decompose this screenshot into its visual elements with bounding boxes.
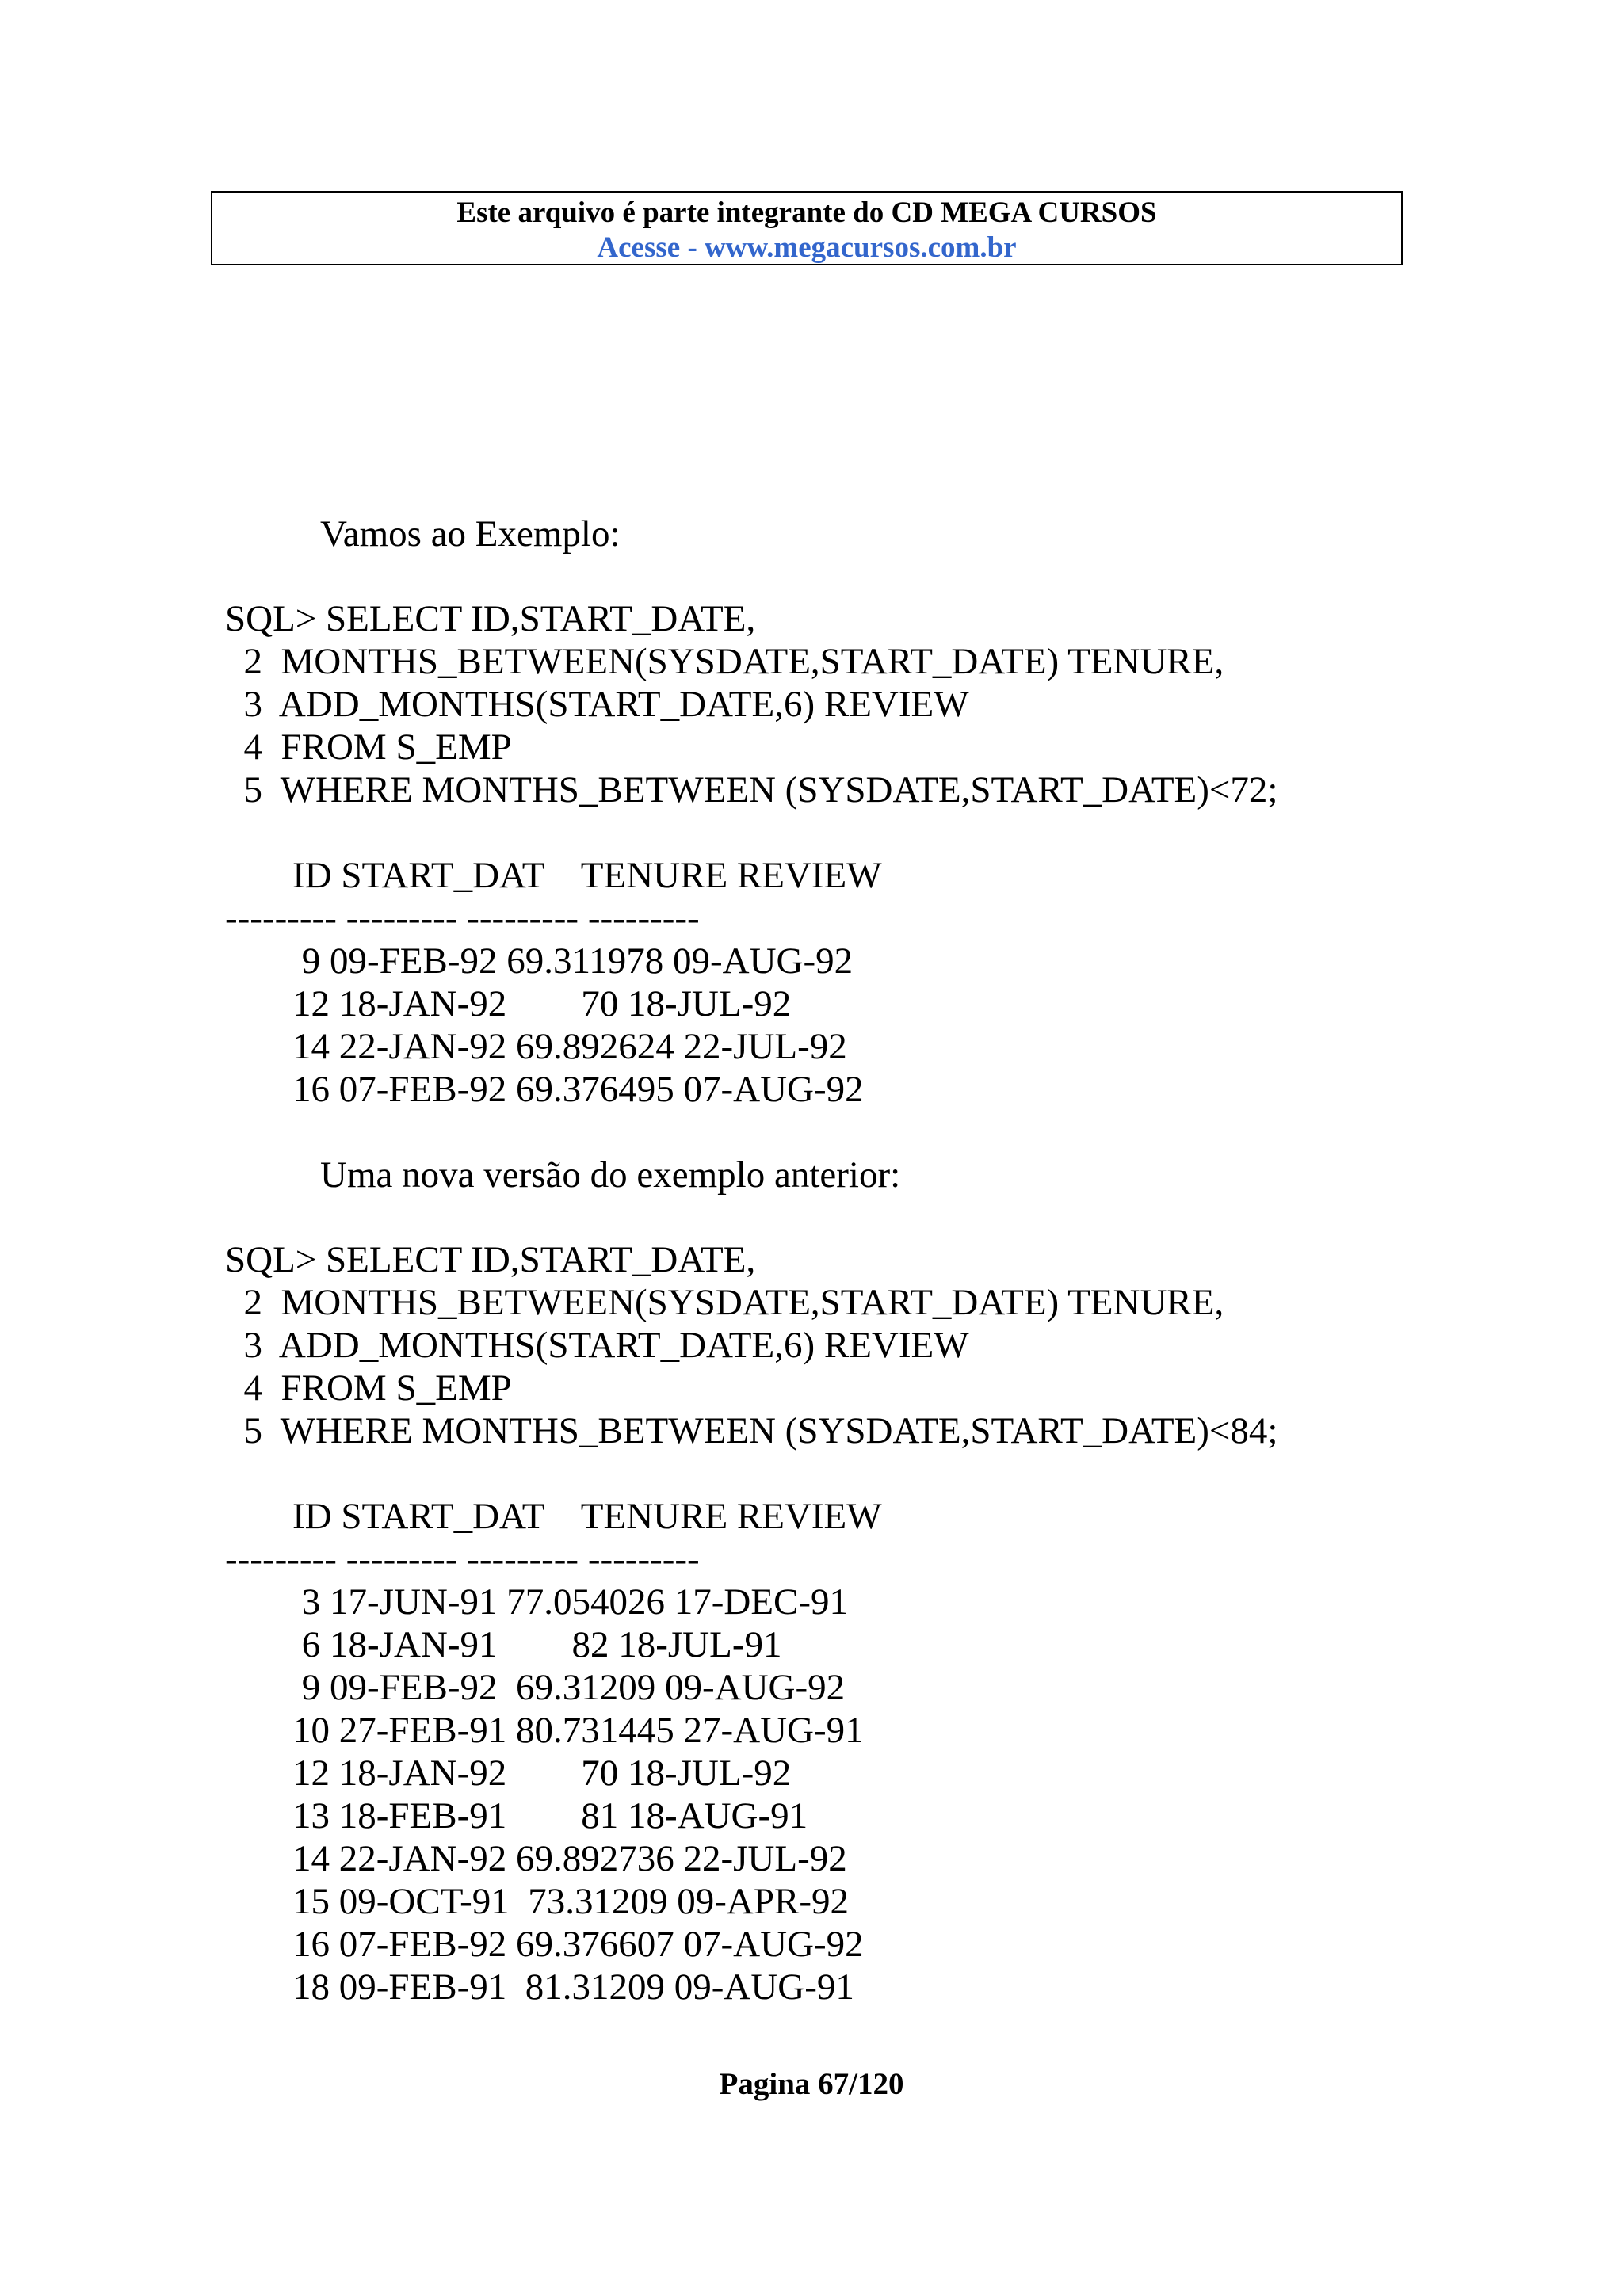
example2-separator: --------- --------- --------- ---------: [225, 1539, 700, 1580]
example2-sql-line: 4 FROM S_EMP: [225, 1367, 512, 1409]
example2-result-row: 12 18-JAN-92 70 18-JUL-92: [292, 1753, 792, 1794]
example1-sql-line: 3 ADD_MONTHS(START_DATE,6) REVIEW: [225, 684, 969, 725]
example2-result-row: 15 09-OCT-91 73.31209 09-APR-92: [292, 1881, 849, 1922]
page-number: Pagina 67/120: [719, 2067, 904, 2101]
example1-result-row: 12 18-JAN-92 70 18-JUL-92: [292, 983, 792, 1024]
example1-sql-line: 4 FROM S_EMP: [225, 727, 512, 768]
example2-sql-line: 3 ADD_MONTHS(START_DATE,6) REVIEW: [225, 1325, 969, 1366]
example2-sql-line: 2 MONTHS_BETWEEN(SYSDATE,START_DATE) TENURE,: [225, 1282, 1224, 1323]
example1-result-row: 14 22-JAN-92 69.892624 22-JUL-92: [292, 1026, 847, 1067]
header-banner: [211, 191, 1403, 265]
example1-sql-line: SQL> SELECT ID,START_DATE,: [225, 598, 756, 639]
example2-result-row: 9 09-FEB-92 69.31209 09-AUG-92: [292, 1667, 846, 1708]
example1-sql-line: 2 MONTHS_BETWEEN(SYSDATE,START_DATE) TENURE,: [225, 641, 1224, 682]
example1-separator: --------- --------- --------- ---------: [225, 898, 700, 939]
example1-result-row: 9 09-FEB-92 69.311978 09-AUG-92: [292, 940, 854, 982]
header-title: Este arquivo é parte integrante do CD MEGA CURSOS: [456, 196, 1157, 229]
example1-sql-line: 5 WHERE MONTHS_BETWEEN (SYSDATE,START_DATE)<72;: [225, 769, 1278, 810]
example1-result-row: 16 07-FEB-92 69.376495 07-AUG-92: [292, 1069, 864, 1110]
example2-result-row: 3 17-JUN-91 77.054026 17-DEC-91: [292, 1581, 849, 1623]
example2-result-row: 16 07-FEB-92 69.376607 07-AUG-92: [292, 1924, 864, 1965]
example1-intro: Vamos ao Exemplo:: [320, 513, 621, 555]
header-website-link[interactable]: Acesse - www.megacursos.com.br: [597, 231, 1017, 264]
example2-result-header: ID START_DAT TENURE REVIEW: [292, 1496, 882, 1537]
example2-result-row: 13 18-FEB-91 81 18-AUG-91: [292, 1795, 808, 1836]
example1-result-header: ID START_DAT TENURE REVIEW: [292, 855, 882, 896]
example2-result-row: 10 27-FEB-91 80.731445 27-AUG-91: [292, 1710, 864, 1751]
example2-result-row: 14 22-JAN-92 69.892736 22-JUL-92: [292, 1838, 847, 1879]
example2-sql-line: 5 WHERE MONTHS_BETWEEN (SYSDATE,START_DATE)<84;: [225, 1410, 1278, 1451]
example2-sql-line: SQL> SELECT ID,START_DATE,: [225, 1239, 756, 1280]
example2-result-row: 18 09-FEB-91 81.31209 09-AUG-91: [292, 1966, 854, 2008]
example2-intro: Uma nova versão do exemplo anterior:: [320, 1154, 901, 1196]
example2-result-row: 6 18-JAN-91 82 18-JUL-91: [292, 1624, 782, 1665]
